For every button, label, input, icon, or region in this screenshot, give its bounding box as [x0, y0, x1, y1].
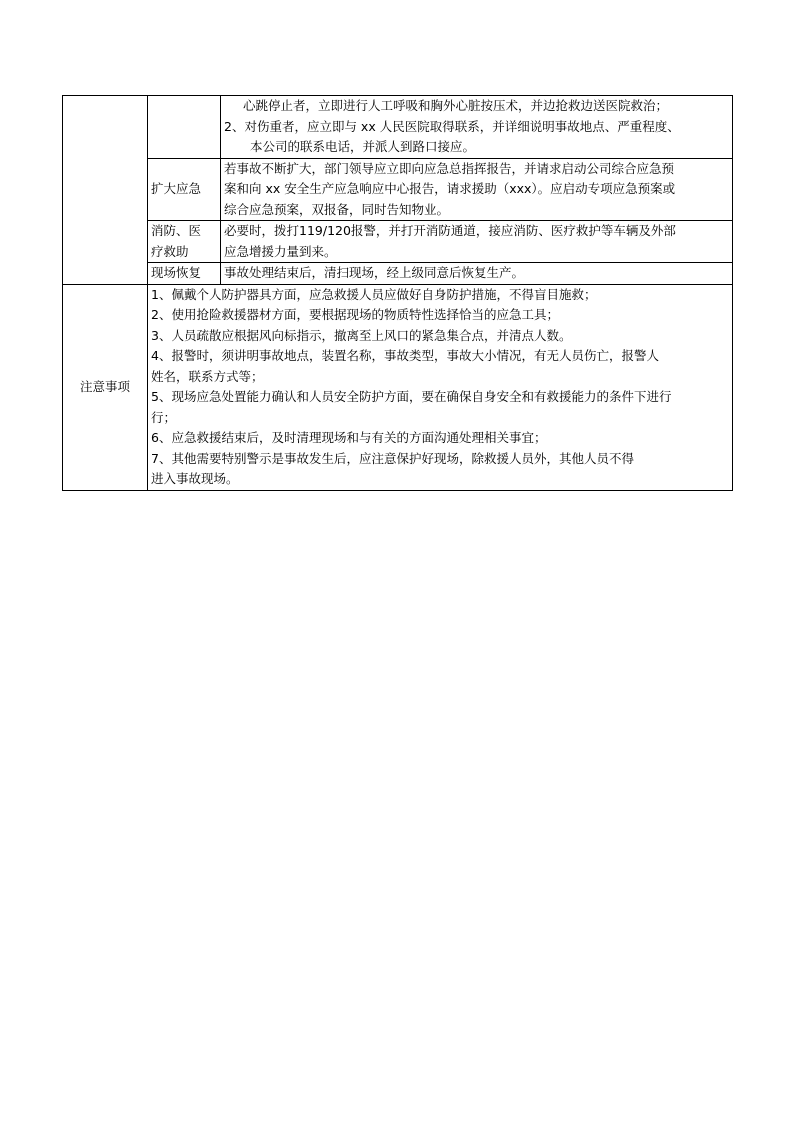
note-line: 1、佩戴个人防护器具方面，应急救援人员应做好自身防护措施，不得盲目施救； — [151, 286, 597, 302]
text-line: 事故处理结束后，清扫现场，经上级同意后恢复生产。 — [224, 265, 525, 280]
emergency-procedure-table — [62, 95, 733, 491]
content-cell-fire-medical — [221, 221, 733, 263]
table-row-medical-continuation — [63, 96, 733, 159]
notes-label: 注意事项 — [79, 378, 130, 394]
text-line: 必要时，拨打119/120报警，并打开消防通道，接应消防、医疗救护等车辆及外部 — [224, 223, 676, 238]
text-line: 案和向 xx 安全生产应急响应中心报告，请求援助（xxx）。应启动专项应急预案或 — [224, 181, 676, 196]
note-line: 进入事故现场。 — [151, 471, 239, 486]
notes-content-cell — [148, 284, 733, 490]
label-text: 消防、医 — [151, 223, 202, 238]
table-row-recovery — [63, 263, 733, 285]
notes-label-cell — [63, 284, 148, 490]
note-line: 7、其他需要特别警示是事故发生后，应注意保护好现场，除救援人员外，其他人员不得 — [151, 450, 634, 466]
label-text: 现场恢复 — [151, 265, 202, 280]
text-line: 若事故不断扩大，部门领导应立即向应急总指挥报告，并请求启动公司综合应急预 — [224, 160, 675, 176]
text-line: 心跳停止者，立即进行人工呼吸和胸外心脏按压术，并边抢救边送医院救治； — [243, 98, 669, 113]
table-row-escalation — [63, 158, 733, 221]
sub-label-recovery — [148, 263, 221, 285]
text-line: 综合应急预案，双报备，同时告知物业。 — [224, 201, 450, 217]
note-line: 2、使用抢险救援器材方面，要根据现场的物质特性选择恰当的应急工具； — [151, 307, 559, 322]
note-line: 姓名，联系方式等； — [151, 368, 264, 384]
label-text: 扩大应急 — [151, 181, 202, 196]
sub-label-cell-empty — [148, 96, 221, 159]
note-line: 3、人员疏散应根据风向标指示，撤离至上风口的紧急集合点，并清点人数。 — [151, 327, 572, 343]
content-cell-medical — [221, 96, 733, 159]
sub-label-fire-medical — [148, 221, 221, 263]
note-line: 6、应急救援结束后，及时清理现场和与有关的方面沟通处理相关事宜； — [151, 430, 547, 445]
table-row-fire-medical — [63, 221, 733, 263]
outer-label-cell-empty — [63, 96, 148, 285]
sub-label-escalation — [148, 158, 221, 221]
content-cell-recovery — [221, 263, 733, 285]
label-text: 疗救助 — [151, 243, 189, 259]
table-row-notes — [63, 284, 733, 490]
text-line: 本公司的联系电话，并派人到路口接应。 — [250, 139, 476, 154]
note-line: 行； — [151, 409, 177, 425]
text-line: 应急增援力量到来。 — [224, 243, 337, 259]
text-line: 2、对伤重者，应立即与 xx 人民医院取得联系，并详细说明事故地点、严重程度、 — [224, 118, 680, 134]
note-line: 4、报警时，须讲明事故地点，装置名称，事故类型，事故大小情况，有无人员伤亡，报警人 — [151, 348, 659, 363]
content-cell-escalation — [221, 158, 733, 221]
note-line: 5、现场应急处置能力确认和人员安全防护方面，要在确保自身安全和有救援能力的条件下进行 — [151, 389, 672, 404]
